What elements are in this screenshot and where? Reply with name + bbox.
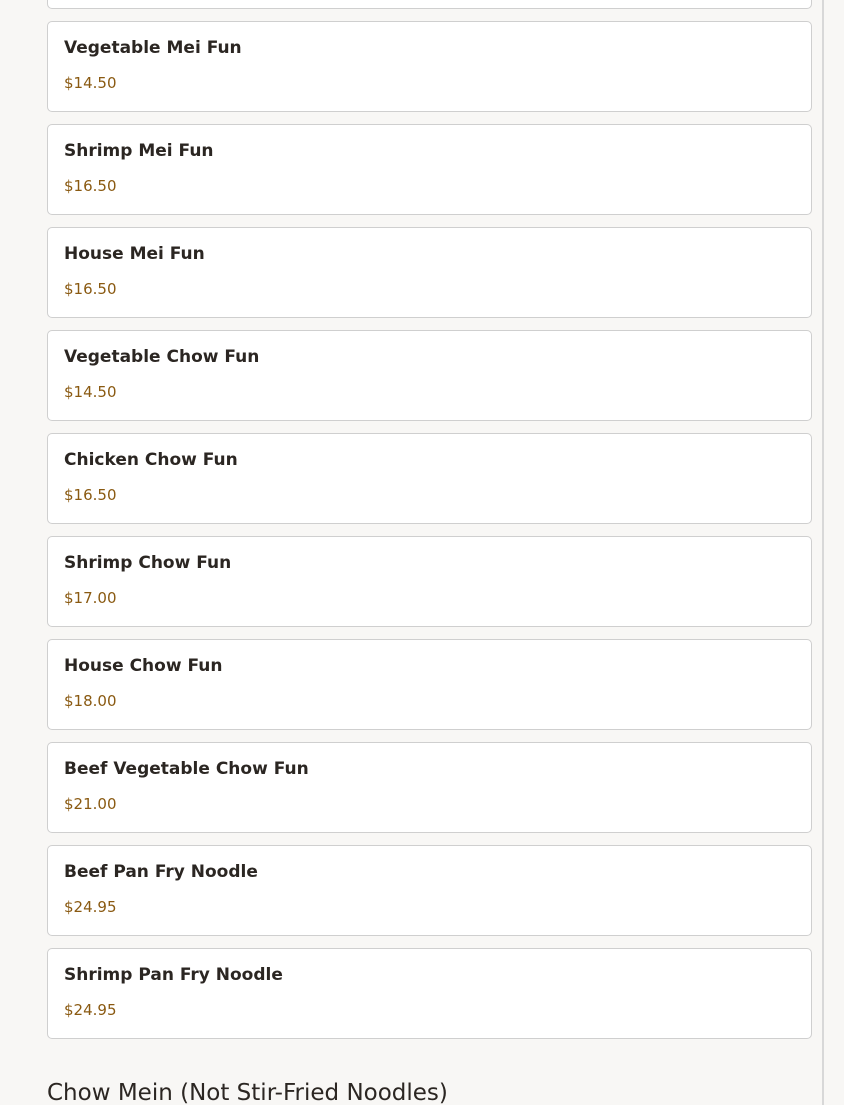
- menu-item-price: $21.00: [64, 795, 117, 813]
- menu-item-name: House Mei Fun: [64, 244, 205, 264]
- menu-item-card[interactable]: [47, 948, 812, 1039]
- menu-item-price: $18.00: [64, 692, 117, 710]
- menu-item-price: $17.00: [64, 589, 117, 607]
- menu-item-name: Shrimp Chow Fun: [64, 553, 232, 573]
- menu-item-price: $16.50: [64, 280, 117, 298]
- section-heading: Chow Mein (Not Stir-Fried Noodles): [47, 1080, 448, 1105]
- menu-item-card[interactable]: [47, 639, 812, 730]
- page-edge-divider: [822, 0, 824, 1105]
- menu-item-card[interactable]: [47, 21, 812, 112]
- menu-item-card[interactable]: [47, 742, 812, 833]
- menu-item-name: Beef Pan Fry Noodle: [64, 862, 258, 882]
- menu-item-card[interactable]: [47, 536, 812, 627]
- menu-item-price: $24.95: [64, 1001, 117, 1019]
- menu-item-name: Vegetable Chow Fun: [64, 347, 260, 367]
- menu-item-price: $16.50: [64, 486, 117, 504]
- menu-item-name: Chicken Chow Fun: [64, 450, 238, 470]
- menu-item-name: Shrimp Pan Fry Noodle: [64, 965, 283, 985]
- menu-item-list: [47, 0, 812, 1051]
- menu-item-card[interactable]: [47, 433, 812, 524]
- menu-item-price: $16.50: [64, 177, 117, 195]
- menu-item-name: Beef Vegetable Chow Fun: [64, 759, 309, 779]
- menu-item-card[interactable]: [47, 0, 812, 9]
- menu-item-name: Shrimp Mei Fun: [64, 141, 214, 161]
- menu-item-price: $14.50: [64, 74, 117, 92]
- menu-item-price: $14.50: [64, 383, 117, 401]
- menu-item-card[interactable]: [47, 330, 812, 421]
- menu-item-name: House Chow Fun: [64, 656, 223, 676]
- menu-item-card[interactable]: [47, 845, 812, 936]
- menu-item-card[interactable]: [47, 124, 812, 215]
- menu-item-name: Vegetable Mei Fun: [64, 38, 242, 58]
- menu-item-price: $24.95: [64, 898, 117, 916]
- menu-item-card[interactable]: [47, 227, 812, 318]
